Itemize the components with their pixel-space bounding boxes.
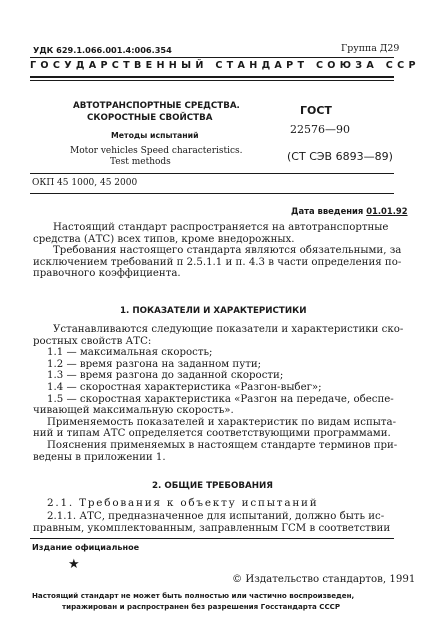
reproduction-notice-line1: Настоящий стандарт не может быть полностью или частично воспроизведен, bbox=[32, 591, 355, 600]
banner-bottom-rule-thin bbox=[30, 80, 394, 81]
section1-line: Пояснения применяемых в настоящем стандарте терминов при- bbox=[47, 439, 398, 451]
star-mark: ★ bbox=[68, 557, 80, 572]
intro-line: правочного коэффициента. bbox=[33, 268, 181, 280]
intro-text bbox=[33, 222, 401, 280]
section1-list-item: 1.1 — максимальная скорость; bbox=[47, 347, 213, 359]
official-edition: Издание официальное bbox=[32, 542, 140, 552]
section1-list-item: 1.2 — время разгона на заданном пути; bbox=[47, 358, 262, 370]
section1-line: ний и типам АТС определяется соответствующими программами. bbox=[33, 428, 391, 440]
top-rule bbox=[30, 57, 394, 58]
title-separator-rule bbox=[30, 173, 394, 174]
udk-code: УДК 629.1.066.001.4:006.354 bbox=[33, 45, 172, 55]
english-title-line2: Test methods bbox=[110, 157, 171, 167]
english-title-line1: Motor vehicles Speed characteristics. bbox=[70, 146, 243, 156]
gost-number: 22576—90 bbox=[290, 123, 350, 136]
intro-line: средства (АТС) всех типов, кроме внедорожных. bbox=[33, 233, 295, 245]
effective-date-value: 01.01.92 bbox=[366, 206, 408, 216]
section1-list-item: 1.4 — скоростная характеристика «Разгон-выбег»; bbox=[47, 381, 322, 393]
effective-date bbox=[291, 206, 408, 216]
reproduction-notice-line2: тиражирован и распространен без разрешения Госстандарта СССР bbox=[62, 602, 341, 611]
section2-line: 2.1.1. АТС, предназначенное для испытаний, должно быть ис- bbox=[47, 511, 385, 522]
effective-date-label: Дата введения bbox=[291, 206, 364, 216]
section2-subheading: 2.1. Требования к объекту испытаний bbox=[47, 497, 319, 509]
intro-line: Настоящий стандарт распространяется на автотранспортные bbox=[53, 222, 389, 233]
section1-text bbox=[33, 324, 403, 463]
section2-text bbox=[33, 511, 390, 534]
intro-line: исключением требований п 2.5.1.1 и п. 4.3 в части определения по- bbox=[33, 256, 402, 268]
section2-line: правным, укомплектованным, заправленным ГСМ в соответствии bbox=[33, 522, 391, 534]
section1-line: ведены в приложении 1. bbox=[33, 451, 166, 463]
section1-line: ростных свойств АТС: bbox=[33, 335, 152, 347]
gost-label: ГОСТ bbox=[300, 104, 332, 117]
group-code: Группа Д29 bbox=[341, 43, 400, 54]
section1-list-item: 1.3 — время разгона до заданной скорости; bbox=[47, 370, 284, 382]
okp-code: ОКП 45 1000, 45 2000 bbox=[32, 178, 138, 188]
section2-heading: 2. ОБЩИЕ ТРЕБОВАНИЯ bbox=[152, 481, 273, 491]
section1-line: чивающей максимальную скорость». bbox=[33, 405, 234, 417]
section1-list-item: 1.5 — скоростная характеристика «Разгон на передаче, обеспе- bbox=[47, 393, 394, 405]
copyright-notice: © Издательство стандартов, 1991 bbox=[232, 574, 416, 585]
footer-rule bbox=[30, 538, 394, 539]
intro-line: Требования настоящего стандарта являются обязательными, за bbox=[53, 245, 402, 257]
section1-heading: 1. ПОКАЗАТЕЛИ И ХАРАКТЕРИСТИКИ bbox=[120, 306, 307, 316]
section1-line: Применяемость показателей и характеристик по видам испыта- bbox=[47, 416, 397, 428]
banner-bottom-rule bbox=[30, 76, 394, 78]
section1-line: Устанавливаются следующие показатели и характеристики ско- bbox=[53, 324, 404, 335]
document-title-line2: СКОРОСТНЫЕ СВОЙСТВА bbox=[87, 113, 213, 123]
document-title-line1: АВТОТРАНСПОРТНЫЕ СРЕДСТВА. bbox=[73, 101, 240, 111]
state-standard-banner: ГОСУДАРСТВЕННЫЙ СТАНДАРТ СОЮЗА ССР bbox=[30, 60, 420, 71]
st-sev-number: (СТ СЭВ 6893—89) bbox=[287, 150, 393, 163]
document-subtitle: Методы испытаний bbox=[111, 131, 199, 140]
okp-bottom-rule bbox=[30, 193, 394, 194]
